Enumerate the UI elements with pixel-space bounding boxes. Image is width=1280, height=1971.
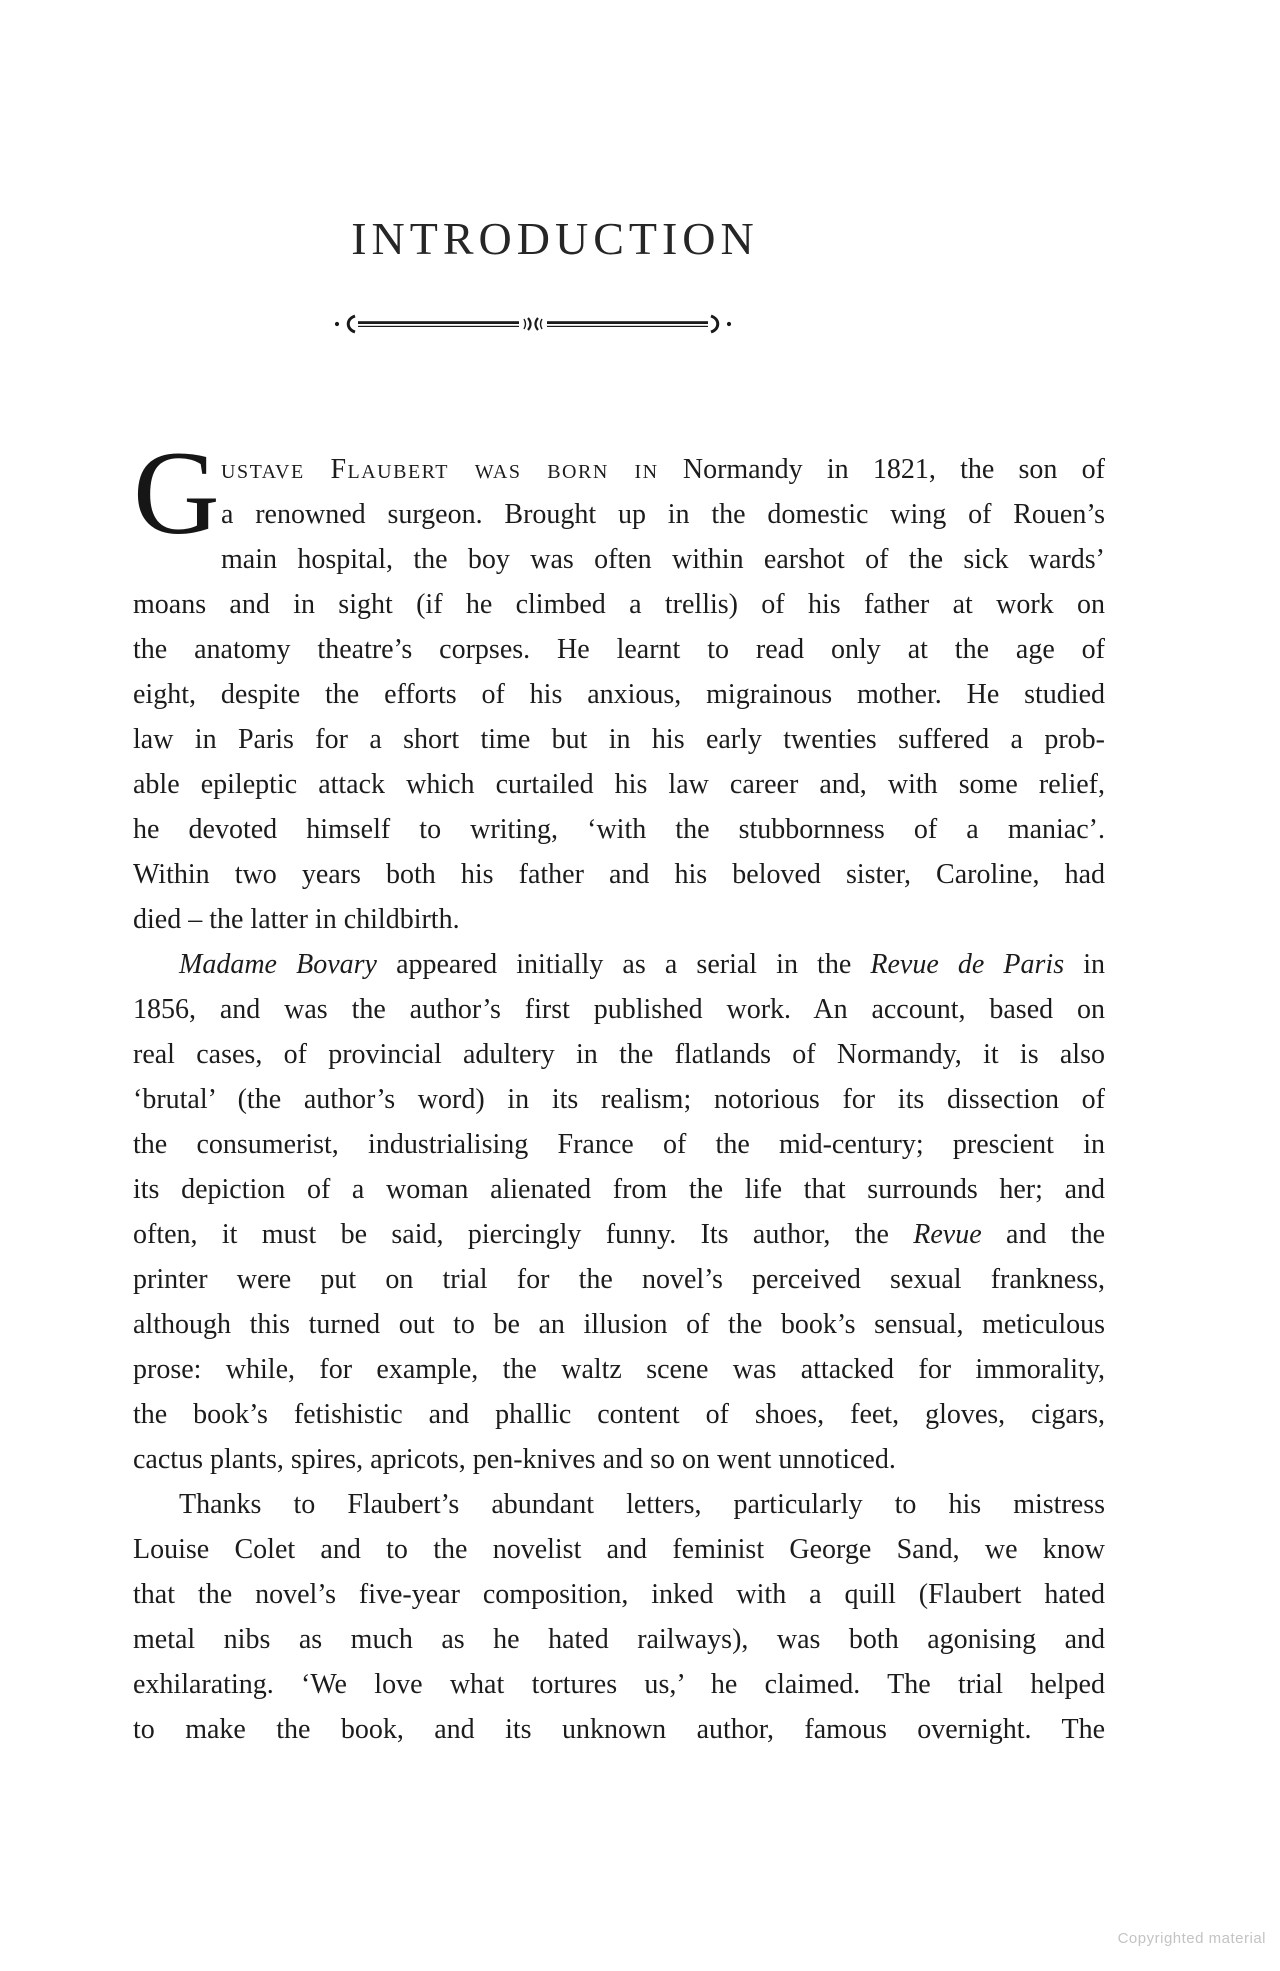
plain-text: Normandy in 1821, the son of <box>658 454 1105 485</box>
page-title: INTRODUCTION <box>351 213 759 264</box>
text-line <box>133 717 1105 762</box>
paragraph <box>133 1482 1105 1752</box>
text-line <box>133 762 1105 807</box>
text-line <box>133 582 1105 627</box>
text-line <box>133 1077 1105 1122</box>
plain-text: to make the book, and its unknown author, famous overnight. The <box>133 1714 1105 1745</box>
text-line <box>133 987 1105 1032</box>
text-line <box>133 1707 1105 1752</box>
text-line <box>133 942 1105 987</box>
text-line <box>133 627 1105 672</box>
plain-text: Within two years both his father and his beloved sister, Caroline, had <box>133 859 1105 890</box>
plain-text: he devoted himself to writing, ‘with the stubbornness of a maniac’. <box>133 814 1105 845</box>
plain-text: the anatomy theatre’s corpses. He learnt to read only at the age of <box>133 634 1105 665</box>
body-text <box>133 426 1106 1752</box>
divider-rule-icon <box>333 314 733 334</box>
plain-text: the book’s fetishistic and phallic content of shoes, feet, gloves, cigars, <box>133 1399 1105 1430</box>
text-line <box>133 1527 1105 1572</box>
plain-text: in <box>1064 949 1106 980</box>
plain-text: eight, despite the efforts of his anxious, migrainous mother. He studied <box>133 679 1105 710</box>
plain-text: ‘brutal’ (the author’s word) in its realism; notorious for its dissection of <box>133 1084 1105 1115</box>
plain-text: died – the latter in childbirth. <box>133 904 460 935</box>
text-line <box>133 1212 1105 1257</box>
copyright-watermark: Copyrighted material <box>1117 1930 1266 1947</box>
section-divider <box>333 314 733 334</box>
plain-text: a renowned surgeon. Brought up in the domestic wing of Rouen’s <box>221 499 1105 530</box>
plain-text: prose: while, for example, the waltz scene was attacked for immorality, <box>133 1354 1105 1385</box>
plain-text: exhilarating. ‘We love what tortures us,’ he claimed. The trial helped <box>133 1669 1105 1700</box>
plain-text: real cases, of provincial adultery in the flatlands of Normandy, it is also <box>133 1039 1105 1070</box>
text-line <box>133 1347 1105 1392</box>
plain-text: cactus plants, spires, apricots, pen-knives and so on went unnoticed. <box>133 1444 896 1475</box>
text-line <box>133 807 1105 852</box>
paragraph <box>133 426 1105 942</box>
plain-text: the consumerist, industrialising France of the mid-century; prescient in <box>133 1129 1105 1160</box>
plain-text: and the <box>981 1219 1105 1250</box>
plain-text: main hospital, the boy was often within earshot of the sick wards’ <box>221 544 1105 575</box>
text-line <box>133 897 1105 942</box>
plain-text: its depiction of a woman alienated from the life that surrounds her; and <box>133 1174 1105 1205</box>
text-line <box>133 852 1105 897</box>
text-line <box>133 492 1105 537</box>
plain-text: appeared initially as a serial in the <box>376 949 871 980</box>
plain-text: moans and in sight (if he climbed a trellis) of his father at work on <box>133 589 1105 620</box>
text-line <box>133 447 1105 492</box>
plain-text: although this turned out to be an illusion of the book’s sensual, meticulous <box>133 1309 1105 1340</box>
text-line <box>133 1167 1105 1212</box>
text-line <box>133 1437 1105 1482</box>
plain-text: printer were put on trial for the novel’s perceived sexual frankness, <box>133 1264 1105 1295</box>
plain-text: Louise Colet and to the novelist and feminist George Sand, we know <box>133 1534 1105 1565</box>
small-caps-text: ustave Flaubert was born in <box>221 454 659 485</box>
text-line <box>133 1257 1105 1302</box>
plain-text: law in Paris for a short time but in his early twenties suffered a prob- <box>133 724 1105 755</box>
plain-text: that the novel’s five-year composition, inked with a quill (Flaubert hated <box>133 1579 1105 1610</box>
text-line <box>133 672 1105 717</box>
drop-cap: G <box>133 426 220 559</box>
plain-text: Thanks to Flaubert’s abundant letters, particularly to his mistress <box>179 1489 1105 1520</box>
text-line <box>133 1662 1105 1707</box>
italic-text: Revue de Paris <box>870 949 1065 980</box>
text-line <box>133 1032 1105 1077</box>
text-line <box>133 1617 1105 1662</box>
italic-text: Revue <box>913 1219 982 1250</box>
text-line <box>133 537 1105 582</box>
plain-text: 1856, and was the author’s first published work. An account, based on <box>133 994 1105 1025</box>
text-line <box>133 1572 1105 1617</box>
text-line <box>133 1482 1105 1527</box>
text-line <box>133 1302 1105 1347</box>
text-line <box>133 1392 1105 1437</box>
italic-text: Madame Bovary <box>179 949 377 980</box>
plain-text: often, it must be said, piercingly funny. Its author, the <box>133 1219 914 1250</box>
plain-text: metal nibs as much as he hated railways), was both agonising and <box>133 1624 1105 1655</box>
plain-text: able epileptic attack which curtailed his law career and, with some relief, <box>133 769 1105 800</box>
paragraph <box>133 942 1105 1482</box>
text-line <box>133 1122 1105 1167</box>
